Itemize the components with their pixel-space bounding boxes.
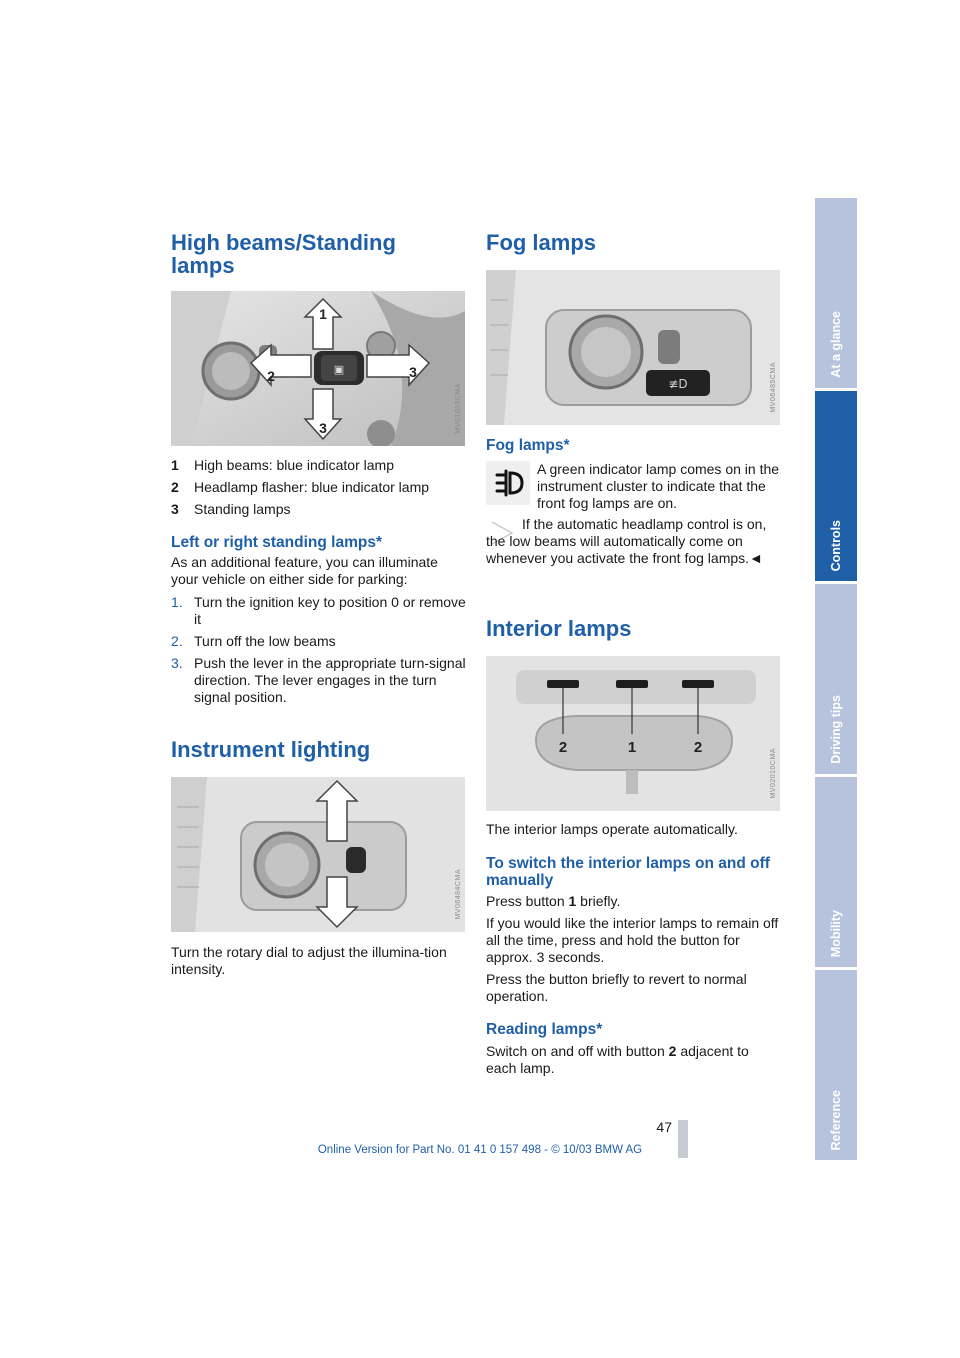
end-marker: ◄ [749,550,763,566]
step-item: 1. Turn the ignition key to position 0 or remove it [171,594,466,627]
svg-text:▣: ▣ [333,363,345,376]
reading-lamps-title: Reading lamps* [486,1021,603,1038]
figure-code: MV01059CMA [455,383,462,434]
standing-lamps-title: Left or right standing lamps* [171,534,382,551]
interior-lamps-figure [486,656,780,811]
manual-switch-title: To switch the interior lamps on and off manually [486,855,770,889]
side-tab-driving-tips[interactable]: Driving tips [815,584,857,774]
callout-1: 2 [267,368,275,384]
hold-button-text: If you would like the interior lamps to remain off all the time, press and hold the button for approx. 3 seconds. [486,915,779,965]
side-tab-at-a-glance[interactable]: At a glance [815,198,857,388]
revert-text: Press the button briefly to revert to normal operation. [486,971,747,1004]
page-number: 47 [656,1119,672,1135]
interior-lamps-title: Interior lamps [486,616,632,641]
fog-lamps-subtitle: Fog lamps* [486,437,570,454]
legend-item: 2 Headlamp flasher: blue indicator lamp [171,479,430,495]
high-beams-figure [171,291,465,446]
fog-lamps-figure [486,270,780,425]
side-tab-controls[interactable]: Controls [815,391,857,581]
fog-note-text: If the automatic headlamp control is on, the low beams will automatically come on whenever you activate the front fog lamps.◄ [486,516,767,566]
callout-3-bottom: 3 [319,420,327,436]
standing-lamps-steps [171,594,466,711]
callout-2-right: 2 [693,739,703,756]
fog-indicator-text: A green indicator lamp comes on in the instrument cluster to indicate that the front fog lamps are on. [537,461,780,511]
reading-lamps-text: Switch on and off with button 2 adjacent to each lamp. [486,1043,749,1076]
figure-code: MV06485CMA [770,362,777,413]
svg-text:≢D: ≢D [668,377,688,391]
legend-item: 1 High beams: blue indicator lamp [171,457,394,473]
instrument-lighting-title: Instrument lighting [171,737,371,762]
interior-lamps-intro: The interior lamps operate automatically. [486,821,738,837]
figure-code: MV02010CMA [770,748,777,799]
side-tab-mobility[interactable]: Mobility [815,777,857,967]
press-button-text: Press button 1 briefly. [486,893,621,909]
fog-lamp-indicator-icon [486,461,530,505]
fog-lamps-title: Fog lamps [486,230,597,255]
callout-2: 3 [409,364,417,380]
figure-code: MV06484CMA [455,869,462,920]
footer-text: Online Version for Part No. 01 41 0 157 498 - © 10/03 BMW AG [317,1144,643,1156]
callout-3-top: 1 [319,306,327,322]
instrument-lighting-figure [171,777,465,932]
side-tab-reference[interactable]: Reference [815,970,857,1160]
standing-lamps-intro: As an additional feature, you can illuminate your vehicle on either side for parking: [171,554,438,587]
step-item: 2. Turn off the low beams [171,633,336,649]
high-beams-legend [171,457,466,523]
high-beams-title: High beams/Standing lamps [171,230,396,278]
callout-2-left: 2 [558,739,568,756]
callout-1: 1 [627,739,637,756]
legend-item: 3 Standing lamps [171,501,291,517]
step-item: 3. Push the lever in the appropriate turn-signal direction. The lever engages in the turn signal position. [171,655,466,705]
instrument-lighting-text: Turn the rotary dial to adjust the illumina-tion intensity. [171,944,447,977]
